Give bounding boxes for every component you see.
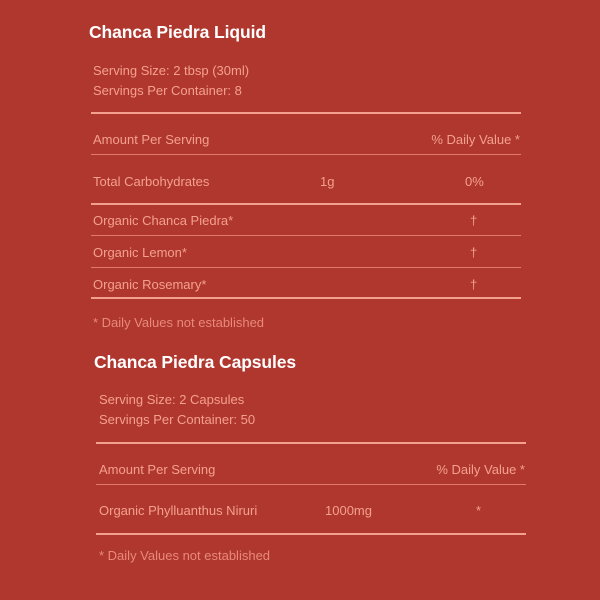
- ingredient-daily-value: †: [470, 245, 478, 260]
- liquid-divider-top: [91, 112, 521, 114]
- nutrient-amount: 1g: [320, 174, 335, 189]
- nutrient-name: Total Carbohydrates: [93, 174, 210, 189]
- ingredient-name: Organic Phylluanthus Niruri: [99, 503, 258, 518]
- ingredient-daily-value: †: [470, 213, 478, 228]
- ingredient-amount: 1000mg: [325, 503, 372, 518]
- liquid-divider-nutrients: [91, 203, 521, 205]
- liquid-title: Chanca Piedra Liquid: [89, 22, 266, 42]
- liquid-divider-bottom: [91, 297, 521, 299]
- capsules-serving-size: Serving Size: 2 Capsules: [99, 392, 245, 407]
- ingredient-name: Organic Chanca Piedra*: [93, 213, 234, 228]
- ingredient-daily-value: *: [476, 503, 482, 518]
- ingredient-name: Organic Lemon*: [93, 245, 187, 260]
- liquid-servings-per-container: Servings Per Container: 8: [93, 83, 242, 98]
- capsules-divider-bottom: [96, 533, 526, 535]
- liquid-header-amount: Amount Per Serving: [93, 132, 210, 147]
- nutrient-daily-value: 0%: [465, 174, 484, 189]
- capsules-servings-per-container: Servings Per Container: 50: [99, 412, 256, 427]
- capsules-header-amount: Amount Per Serving: [99, 462, 216, 477]
- liquid-footnote: * Daily Values not established: [93, 315, 265, 330]
- liquid-serving-size: Serving Size: 2 tbsp (30ml): [93, 63, 250, 78]
- capsules-divider-header: [96, 484, 526, 485]
- ingredient-name: Organic Rosemary*: [93, 277, 207, 292]
- capsules-divider-top: [96, 442, 526, 444]
- capsules-title: Chanca Piedra Capsules: [94, 352, 297, 372]
- capsules-header-daily-value: % Daily Value *: [436, 462, 525, 477]
- row-divider: [91, 267, 521, 268]
- ingredient-daily-value: †: [470, 277, 478, 292]
- liquid-header-daily-value: % Daily Value *: [431, 132, 520, 147]
- capsules-footnote: * Daily Values not established: [99, 548, 271, 563]
- row-divider: [91, 235, 521, 236]
- liquid-divider-header: [91, 154, 521, 155]
